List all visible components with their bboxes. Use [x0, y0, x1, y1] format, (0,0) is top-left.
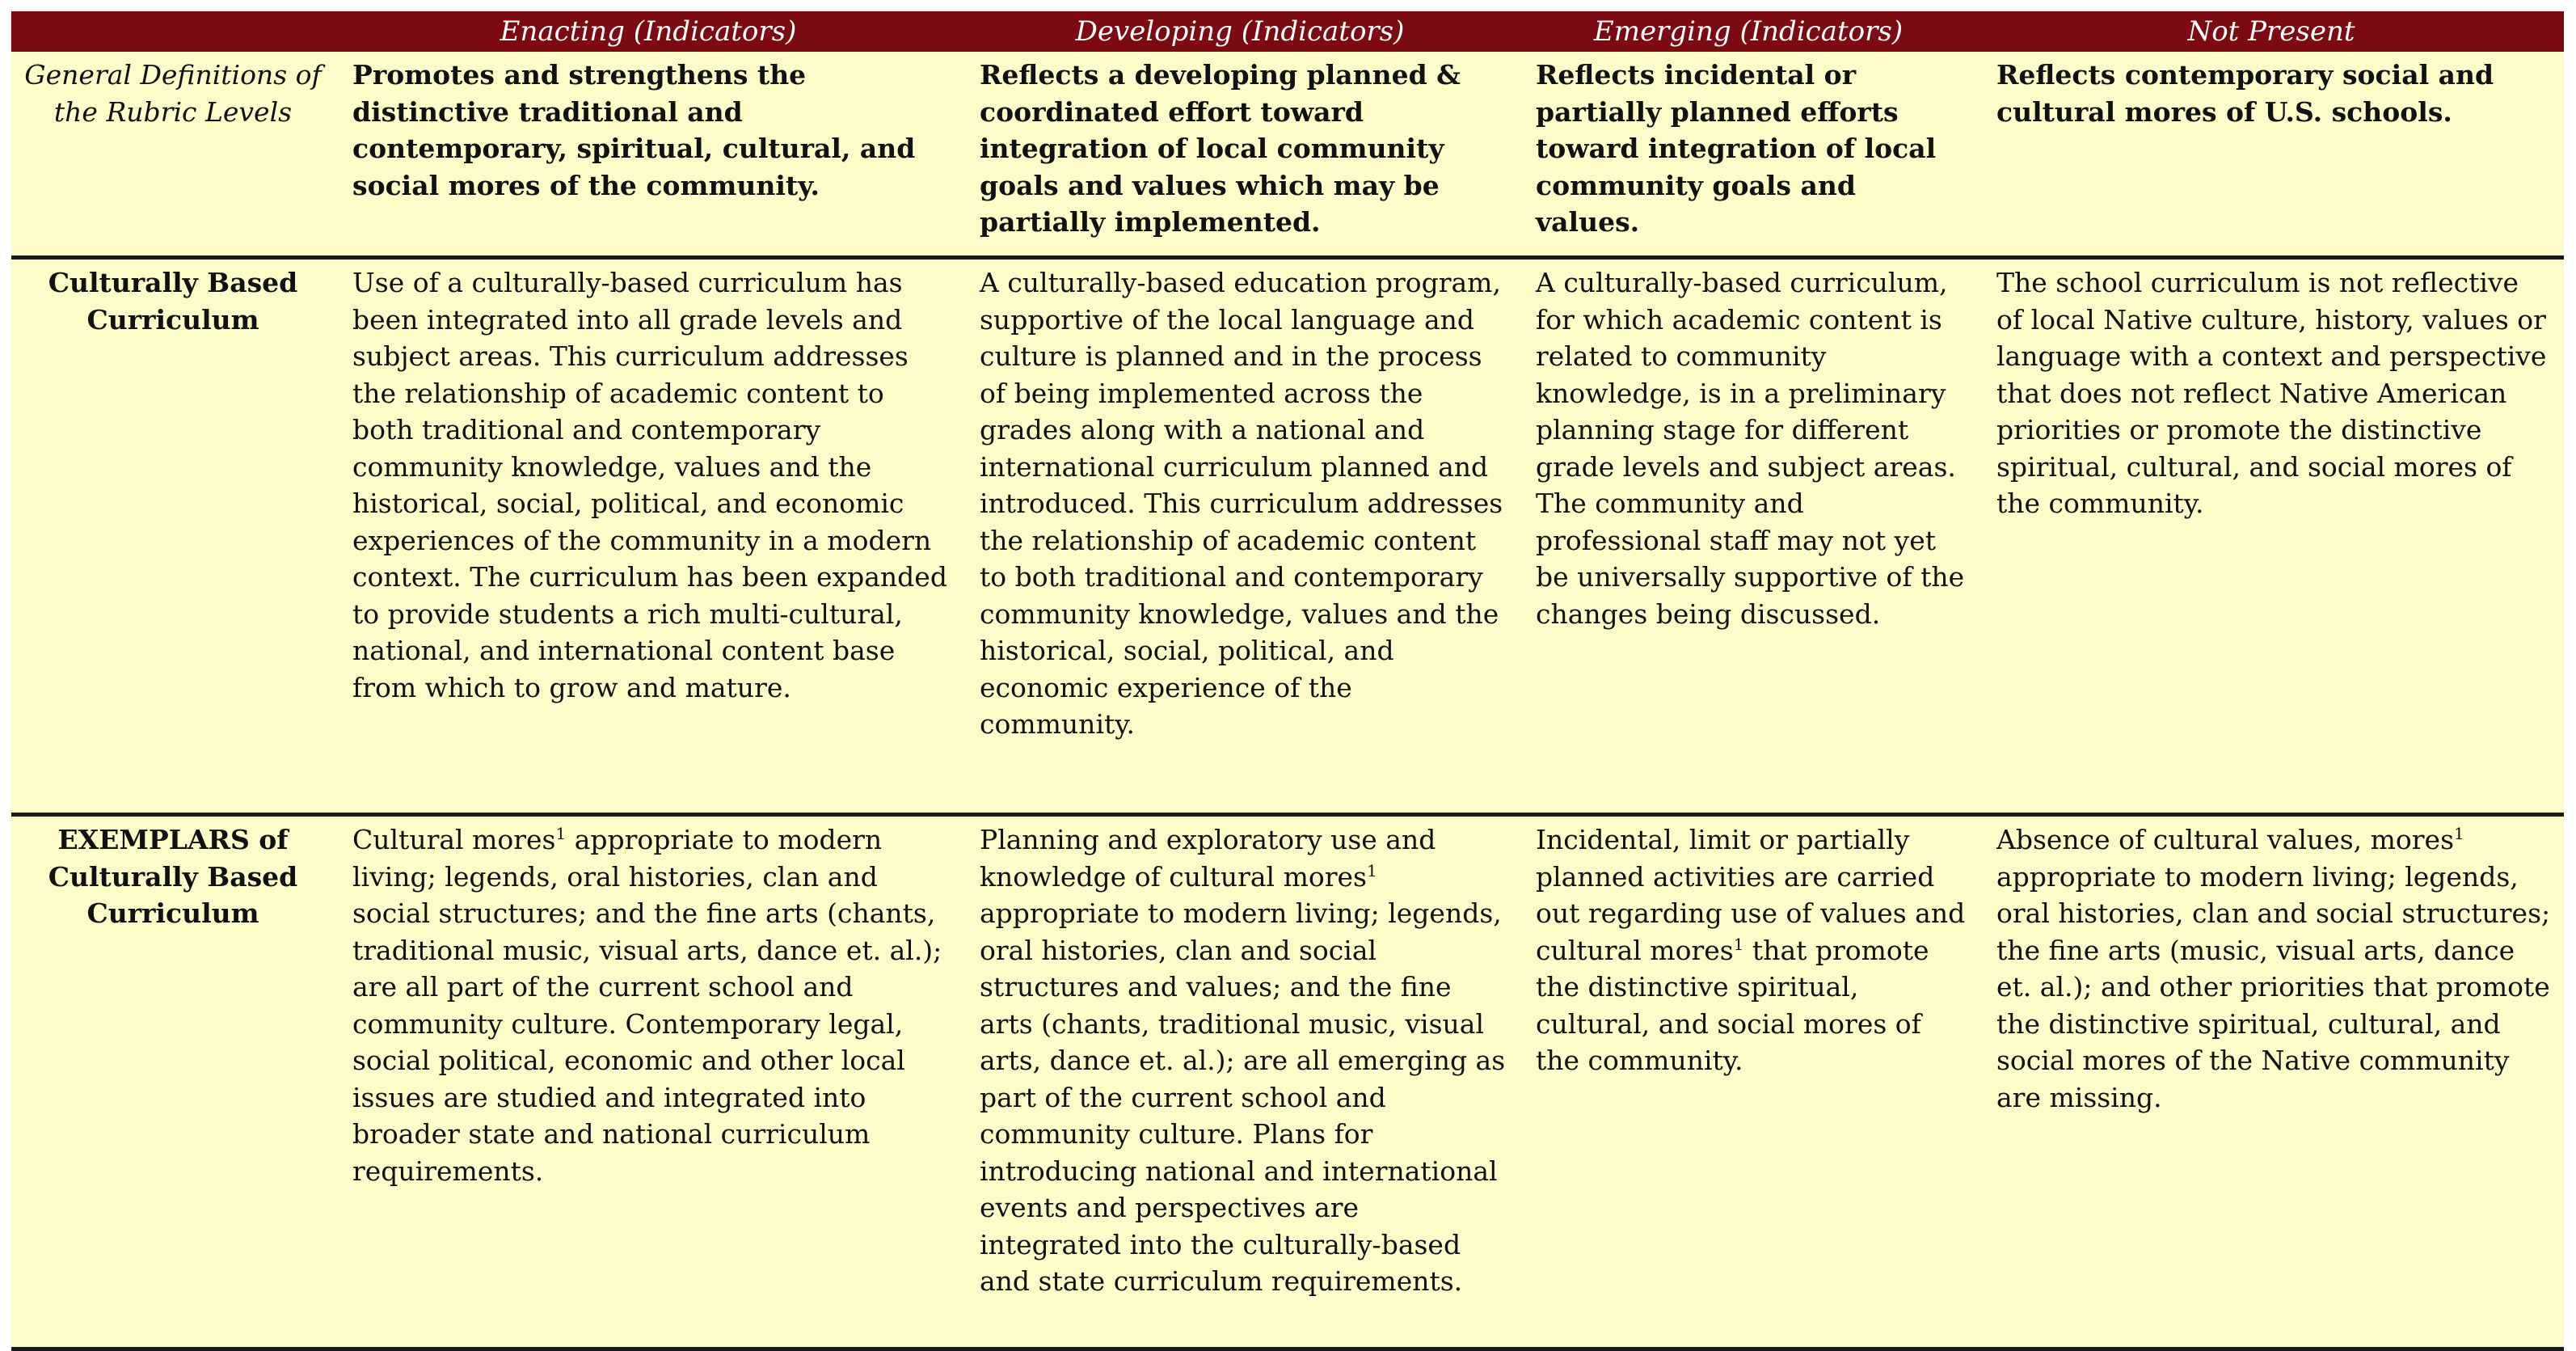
header-row: [11, 11, 2564, 52]
culturally-based-enacting-cell: Use of a culturally-based curriculum has been integrated into all grade levels and subject areas. This curriculum addresses the relationship of academic content to both traditional and contemporary community knowledge, values and the historical, social, political, and economic experiences of the community in a modern context. The curriculum has been expanded to provide students a rich multi-cultural, national, and international content base from which to grow and mature.: [335, 258, 962, 815]
exemplars-emerging-cell: [1518, 815, 1979, 1349]
header-developing: Developing (Indicators): [962, 11, 1518, 52]
footnote-marker: 1: [1366, 860, 1377, 880]
exemplars-emerging-text-end: that promote the distinctive spiritual, cultural, and social mores of the community.: [1536, 934, 1929, 1076]
definitions-enacting-cell: Promotes and strengthens the distinctive traditional and contemporary, spiritual, cultural, and social mores of the community.: [335, 52, 962, 258]
definitions-emerging-cell: Reflects incidental or partially planned efforts toward integration of local community goals and values.: [1518, 52, 1979, 258]
header-not-present: Not Present: [1979, 11, 2564, 52]
exemplars-not-present-text-end: appropriate to modern living; legends, oral histories, clan and social structures; the fine arts (music, visual arts, dance et. al.); and other priorities that promote the distinctive spiritual, cultural, and social mores of the Native community are missing.: [1996, 860, 2551, 1113]
culturally-based-developing-cell: A culturally-based education program, supportive of the local language and culture is planned and in the process of being implemented across the grades along with a national and international curriculum planned and introduced. This curriculum addresses the relationship of academic content to both traditional and contemporary community knowledge, values and the historical, social, political, and economic experience of the community.: [962, 258, 1518, 815]
exemplars-enacting-text-end: appropriate to modern living; legends, oral histories, clan and social structures; and the fine arts (chants, traditional music, visual arts, dance et. al.); are all part of the current school and community culture. Contemporary legal, social political, economic and other local issues are studied and integrated into broader state and national curriculum requirements.: [352, 824, 942, 1187]
footnote-marker: 1: [555, 824, 567, 843]
header-enacting: Enacting (Indicators): [335, 11, 962, 52]
exemplars-emerging-text-start: Incidental, limit or partially planned activities are carried out regarding use of values and cultural mores: [1536, 824, 1966, 966]
culturally-based-row: [11, 258, 2564, 815]
definitions-not-present-cell: Reflects contemporary social and cultural mores of U.S. schools.: [1979, 52, 2564, 258]
exemplars-not-present-text-start: Absence of cultural values, mores: [1996, 824, 2455, 855]
exemplars-not-present-cell: [1979, 815, 2564, 1349]
header-emerging: Emerging (Indicators): [1518, 11, 1979, 52]
rubric-header: [11, 11, 2564, 52]
header-blank-cell: [11, 11, 335, 52]
definitions-developing-cell: Reflects a developing planned & coordinated effort toward integration of local community goals and values which may be partially implemented.: [962, 52, 1518, 258]
culturally-based-row-label: Culturally Based Curriculum: [11, 258, 335, 815]
exemplars-developing-cell: [962, 815, 1518, 1349]
definitions-row-label: General Definitions of the Rubric Levels: [11, 52, 335, 258]
exemplars-developing-text-end: appropriate to modern living; legends, oral histories, clan and social structures and values; and the fine arts (chants, traditional music, visual arts, dance et. al.); are all emerging as part of the current school and community culture. Plans for introducing national and international events and perspectives are integrated into the culturally-based and state curriculum requirements.: [980, 897, 1506, 1297]
exemplars-developing-text-start: Planning and exploratory use and knowledge of cultural mores: [980, 824, 1436, 893]
rubric-body: [11, 52, 2564, 1349]
exemplars-row-label: EXEMPLARS of Culturally Based Curriculum: [11, 815, 335, 1349]
rubric-table: [11, 11, 2564, 1351]
culturally-based-emerging-cell: A culturally-based curriculum, for which academic content is related to community knowledge, is in a preliminary planning stage for different grade levels and subject areas. The community and professional staff may not yet be universally supportive of the changes being discussed.: [1518, 258, 1979, 815]
exemplars-enacting-text-start: Cultural mores: [352, 824, 556, 855]
exemplars-enacting-cell: [335, 815, 962, 1349]
footnote-marker: 1: [2454, 824, 2464, 843]
definitions-row: [11, 52, 2564, 258]
footnote-marker: 1: [1733, 934, 1744, 954]
culturally-based-not-present-cell: The school curriculum is not reflective of local Native culture, history, values or language with a context and perspective that does not reflect Native American priorities or promote the distinctive spiritual, cultural, and social mores of the community.: [1979, 258, 2564, 815]
exemplars-row: [11, 815, 2564, 1349]
